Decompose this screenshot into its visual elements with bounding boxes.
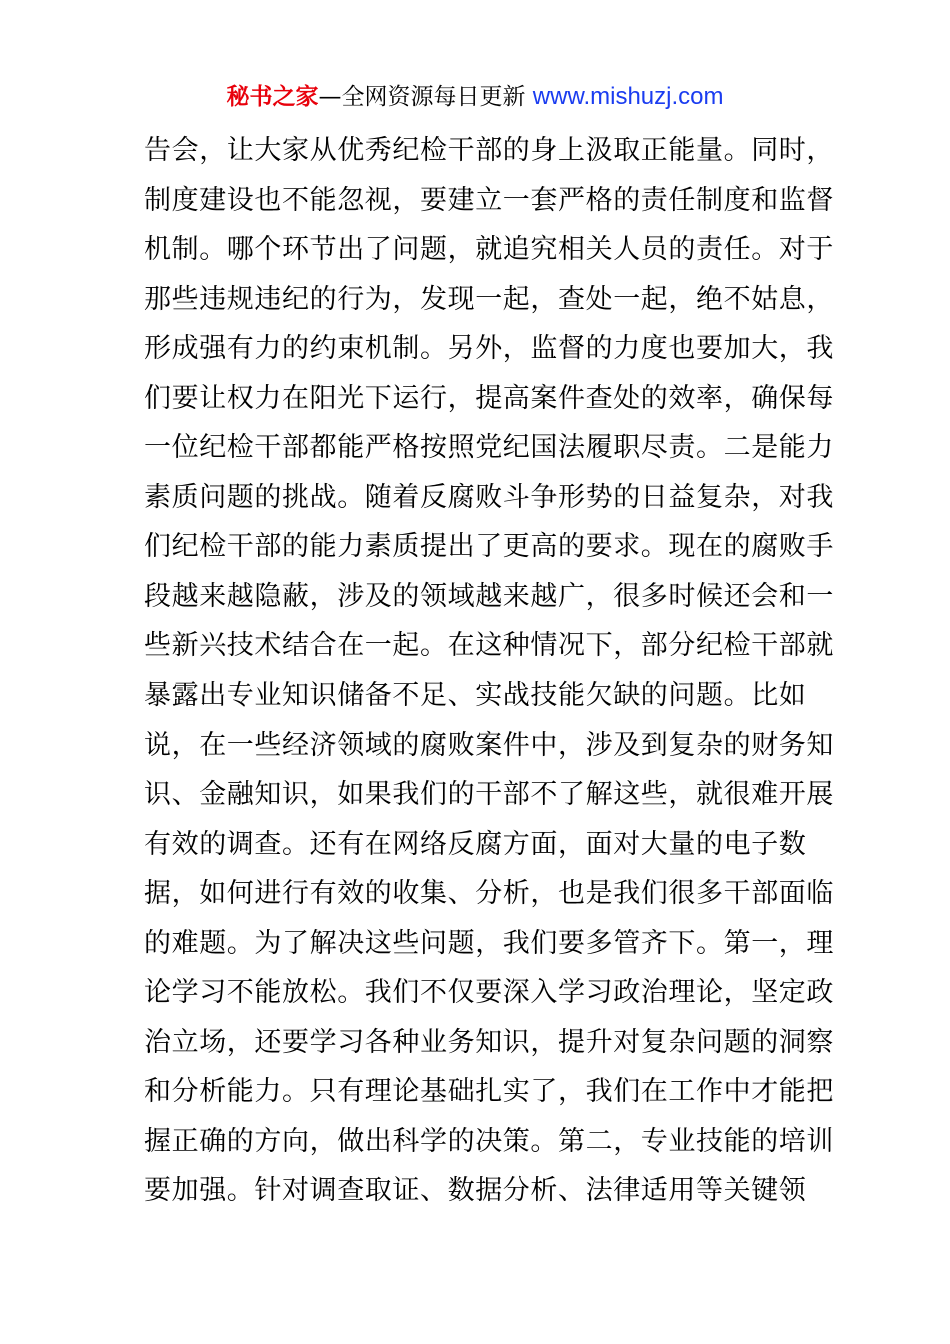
text-line: 们要让权力在阳光下运行，提高案件查处的效率，确保每 <box>144 382 834 414</box>
text-line: 的难题。为了解决这些问题，我们要多管齐下。第一，理 <box>144 927 834 959</box>
brand-name: 秘书之家 <box>226 84 319 110</box>
text-line: 据，如何进行有效的收集、分析，也是我们很多干部面临 <box>144 878 834 910</box>
text-line: 形成强有力的约束机制。另外，监督的力度也要加大，我 <box>144 333 834 365</box>
site-url[interactable]: www.mishuzj.com <box>532 83 724 110</box>
text-line: 段越来越隐蔽，涉及的领域越来越广，很多时候还会和一 <box>144 580 834 612</box>
text-line: 论学习不能放松。我们不仅要深入学习政治理论，坚定政 <box>144 977 834 1009</box>
page-header <box>0 80 950 114</box>
text-line: 那些违规违纪的行为，发现一起，查处一起，绝不姑息， <box>144 283 834 315</box>
text-line: 制度建设也不能忽视，要建立一套严格的责任制度和监督 <box>144 184 834 216</box>
header-tagline: —全网资源每日更新 <box>318 84 526 110</box>
text-line: 和分析能力。只有理论基础扎实了，我们在工作中才能把 <box>144 1076 834 1108</box>
text-line: 告会，让大家从优秀纪检干部的身上汲取正能量。同时， <box>144 135 834 166</box>
text-line: 有效的调查。还有在网络反腐方面，面对大量的电子数 <box>144 828 807 860</box>
text-line: 素质问题的挑战。随着反腐败斗争形势的日益复杂，对我 <box>144 481 834 513</box>
text-line: 一位纪检干部都能严格按照党纪国法履职尽责。二是能力 <box>144 432 834 464</box>
text-line: 暴露出专业知识储备不足、实战技能欠缺的问题。比如 <box>144 680 807 712</box>
text-line: 识、金融知识，如果我们的干部不了解这些，就很难开展 <box>144 779 834 811</box>
text-line: 治立场，还要学习各种业务知识，提升对复杂问题的洞察 <box>144 1026 834 1058</box>
document-body <box>144 126 834 1216</box>
text-line: 说，在一些经济领域的腐败案件中，涉及到复杂的财务知 <box>144 729 834 761</box>
text-line: 些新兴技术结合在一起。在这种情况下，部分纪检干部就 <box>144 630 834 662</box>
text-line: 握正确的方向，做出科学的决策。第二，专业技能的培训 <box>144 1125 834 1157</box>
text-line: 要加强。针对调查取证、数据分析、法律适用等关键领 <box>144 1175 807 1207</box>
text-line: 们纪检干部的能力素质提出了更高的要求。现在的腐败手 <box>144 531 834 563</box>
text-line: 机制。哪个环节出了问题，就追究相关人员的责任。对于 <box>144 234 834 266</box>
